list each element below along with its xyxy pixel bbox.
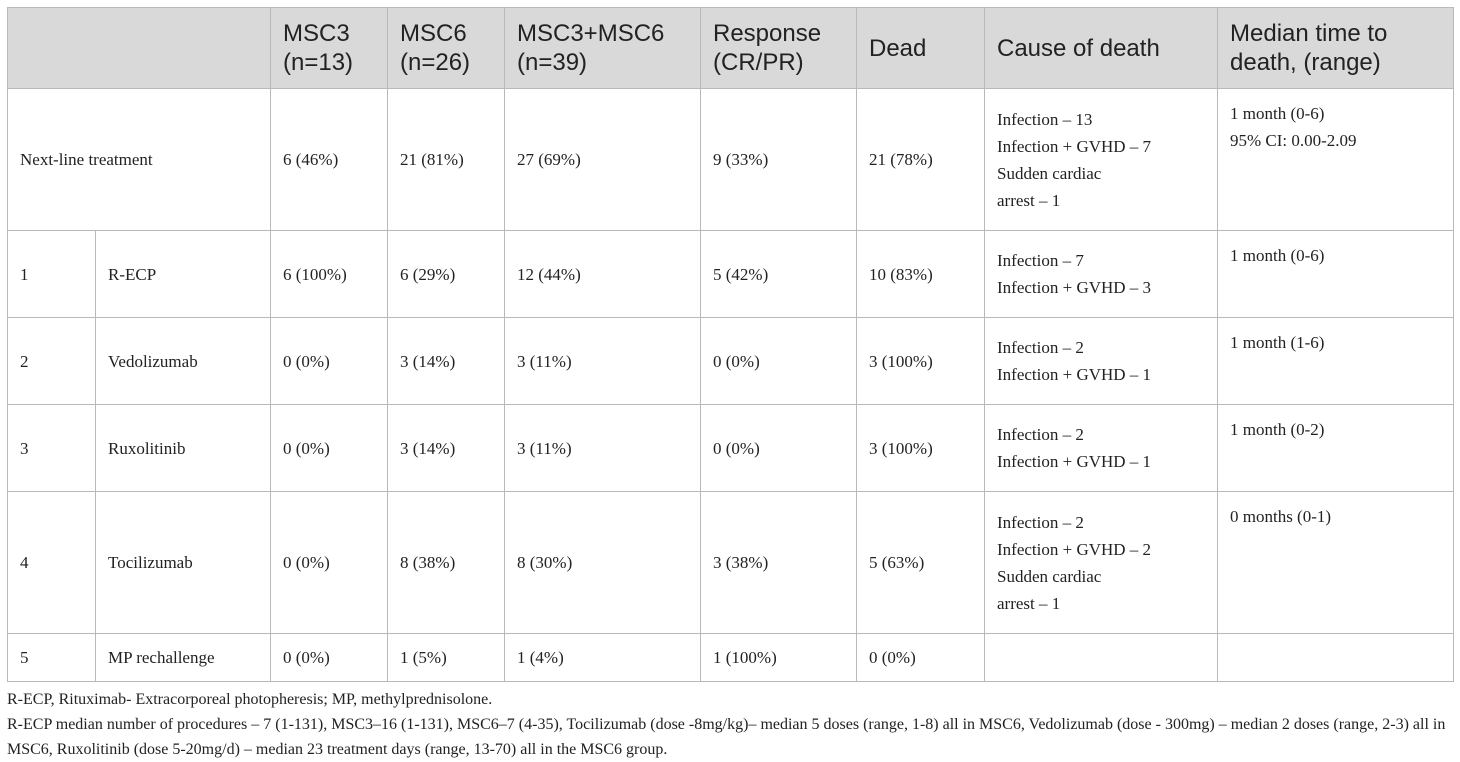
cell-median [1218,634,1454,682]
header-median-time: Median time to death, (range) [1218,8,1454,89]
header-response: Response (CR/PR) [701,8,857,89]
cell-msc3: 0 (0%) [271,492,388,634]
cell-cause: Infection – 2 Infection + GVHD – 2 Sudden cardiac arrest – 1 [985,492,1218,634]
header-msc3-msc6: MSC3+MSC6 (n=39) [505,8,701,89]
cell-num: 1 [8,231,96,318]
cell-dead: 5 (63%) [857,492,985,634]
cell-msc6: 3 (14%) [388,318,505,405]
footnote-details: R-ECP median number of procedures – 7 (1-131), MSC3–16 (1-131), MSC6–7 (4-35), Tocilizumab (dose -8mg/kg)– median 5 doses (range, 1-8) all in MSC6, Vedolizumab (dose - 300mg) – median 2 doses (range, 2-3) all in MSC6, Ruxolitinib (dose 5-20mg/d) – median 23 treatment days (range, 13-70) all in the MSC6 group. [7,716,1446,758]
cell-combined: 3 (11%) [505,318,701,405]
cell-msc3: 0 (0%) [271,318,388,405]
header-empty [8,8,271,89]
cell-msc3: 0 (0%) [271,634,388,682]
cell-msc6: 21 (81%) [388,89,505,231]
cell-median: 1 month (0-6) 95% CI: 0.00-2.09 [1218,89,1454,231]
cell-msc3: 0 (0%) [271,405,388,492]
cell-median: 1 month (1-6) [1218,318,1454,405]
cell-combined: 12 (44%) [505,231,701,318]
cell-cause: Infection – 2 Infection + GVHD – 1 [985,405,1218,492]
table-row [8,405,1454,492]
cell-msc6: 3 (14%) [388,405,505,492]
cell-median: 1 month (0-6) [1218,231,1454,318]
cell-response: 0 (0%) [701,318,857,405]
header-msc3: MSC3 (n=13) [271,8,388,89]
cell-combined: 27 (69%) [505,89,701,231]
cell-treatment: MP rechallenge [96,634,271,682]
cell-num: 2 [8,318,96,405]
cell-msc3: 6 (46%) [271,89,388,231]
header-row [8,8,1454,89]
table-row [8,318,1454,405]
cell-combined: 3 (11%) [505,405,701,492]
cell-treatment: Vedolizumab [96,318,271,405]
row-label: Next-line treatment [8,89,271,231]
cell-cause: Infection – 2 Infection + GVHD – 1 [985,318,1218,405]
cell-treatment: Ruxolitinib [96,405,271,492]
cell-msc6: 1 (5%) [388,634,505,682]
cell-response: 3 (38%) [701,492,857,634]
table-container [7,7,1453,762]
cell-dead: 21 (78%) [857,89,985,231]
cell-msc3: 6 (100%) [271,231,388,318]
header-dead: Dead [857,8,985,89]
cell-combined: 8 (30%) [505,492,701,634]
table-row [8,492,1454,634]
header-msc6: MSC6 (n=26) [388,8,505,89]
cell-response: 5 (42%) [701,231,857,318]
cell-cause: Infection – 7 Infection + GVHD – 3 [985,231,1218,318]
cell-msc6: 8 (38%) [388,492,505,634]
cell-cause: Infection – 13 Infection + GVHD – 7 Sudden cardiac arrest – 1 [985,89,1218,231]
cell-dead: 0 (0%) [857,634,985,682]
table-row [8,231,1454,318]
table-row-next-line [8,89,1454,231]
cell-num: 3 [8,405,96,492]
cell-dead: 3 (100%) [857,405,985,492]
cell-dead: 3 (100%) [857,318,985,405]
cell-treatment: Tocilizumab [96,492,271,634]
cell-cause [985,634,1218,682]
cell-dead: 10 (83%) [857,231,985,318]
table-row [8,634,1454,682]
treatment-table [7,7,1454,682]
cell-num: 5 [8,634,96,682]
header-cause-of-death: Cause of death [985,8,1218,89]
footnotes [7,687,1453,762]
cell-median: 0 months (0-1) [1218,492,1454,634]
cell-num: 4 [8,492,96,634]
footnote-abbreviations: R-ECP, Rituximab- Extracorporeal photopheresis; MP, methylprednisolone. [7,691,493,708]
cell-msc6: 6 (29%) [388,231,505,318]
cell-combined: 1 (4%) [505,634,701,682]
cell-median: 1 month (0-2) [1218,405,1454,492]
cell-response: 0 (0%) [701,405,857,492]
cell-response: 1 (100%) [701,634,857,682]
cell-response: 9 (33%) [701,89,857,231]
cell-treatment: R-ECP [96,231,271,318]
